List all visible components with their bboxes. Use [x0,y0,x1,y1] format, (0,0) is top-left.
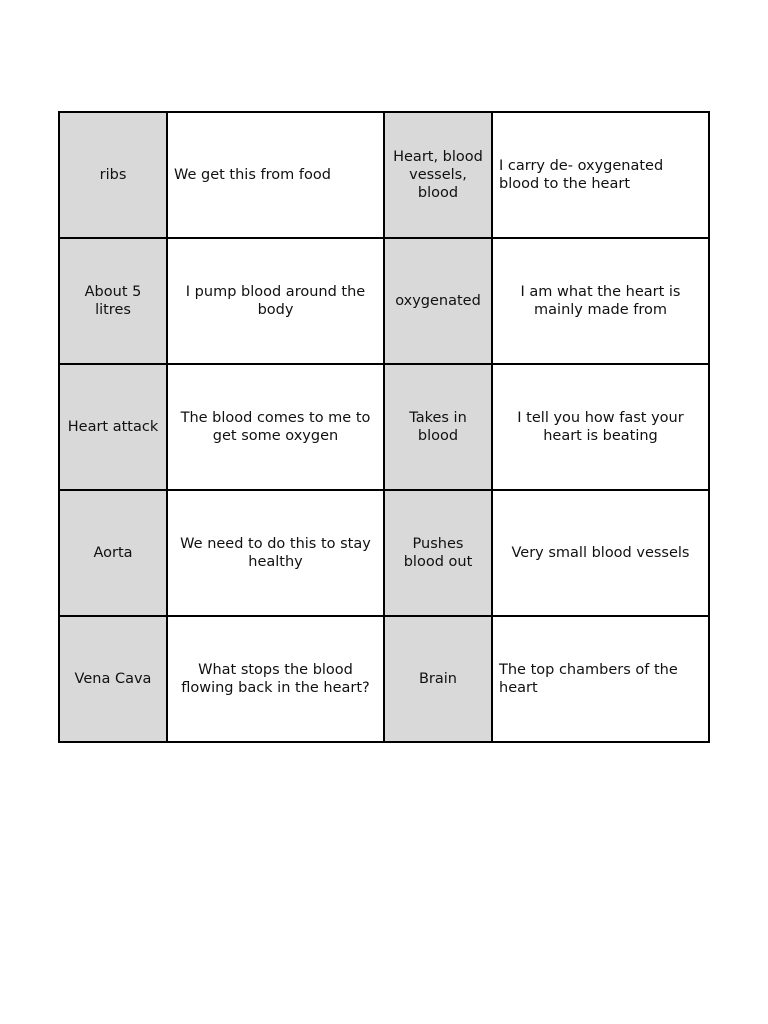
answer-card: ribs [59,112,167,238]
answer-card: Vena Cava [59,616,167,742]
question-card: We get this from food [167,112,384,238]
loop-card-grid [58,111,710,743]
answer-card: About 5 litres [59,238,167,364]
card-row [59,616,709,742]
question-card: Very small blood vessels [492,490,709,616]
card-row [59,112,709,238]
question-card: I carry de- oxygenated blood to the heart [492,112,709,238]
answer-card: oxygenated [384,238,492,364]
question-card: I pump blood around the body [167,238,384,364]
answer-card: Heart, blood vessels, blood [384,112,492,238]
answer-card: Aorta [59,490,167,616]
answer-card: Heart attack [59,364,167,490]
question-card: The blood comes to me to get some oxygen [167,364,384,490]
question-card: I am what the heart is mainly made from [492,238,709,364]
card-row [59,490,709,616]
question-card: The top chambers of the heart [492,616,709,742]
card-row [59,364,709,490]
question-card: I tell you how fast your heart is beating [492,364,709,490]
question-card: We need to do this to stay healthy [167,490,384,616]
card-row [59,238,709,364]
question-card: What stops the blood flowing back in the heart? [167,616,384,742]
answer-card: Takes in blood [384,364,492,490]
answer-card: Brain [384,616,492,742]
answer-card: Pushes blood out [384,490,492,616]
